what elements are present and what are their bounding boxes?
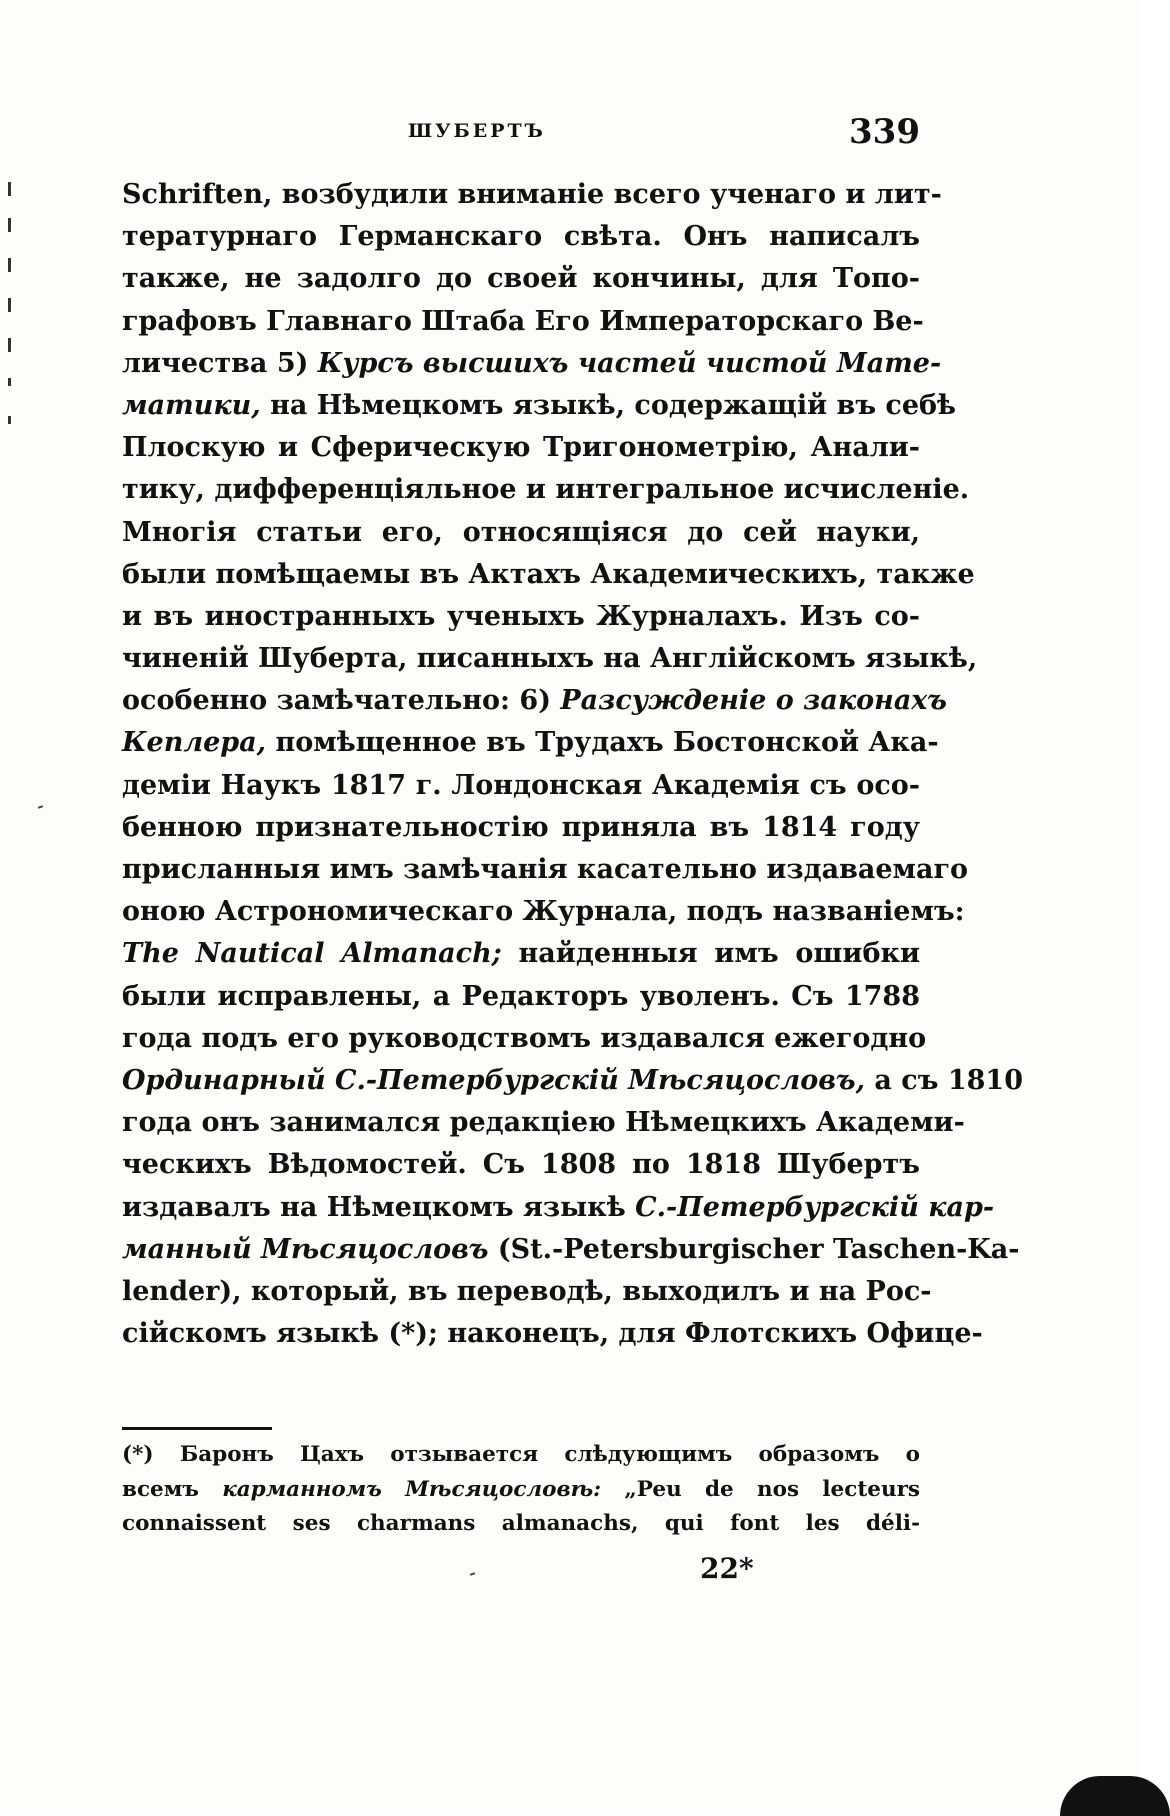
text-run: всемъ [122, 1476, 223, 1502]
text-run: особенно замѣчательно: 6) [122, 685, 561, 717]
body-text-line [122, 1271, 932, 1313]
text-run: издавалъ на Нѣмецкомъ языкѣ [122, 1191, 636, 1223]
body-text-line [122, 596, 920, 638]
italic-text: матики, [122, 389, 261, 421]
text-run: (St.-Petersburgischer Taschen-Ka- [488, 1233, 1020, 1265]
text-run: были помѣщаемы въ Актахъ Академическихъ, также [122, 558, 975, 590]
body-text-line [122, 722, 939, 764]
body-text-line [122, 258, 920, 300]
footnote-rule [122, 1427, 272, 1430]
body-text-line [122, 554, 975, 596]
text-run: сійскомъ языкѣ (*); наконецъ, для Флотскихъ Офице- [122, 1318, 983, 1350]
body-text-line [122, 1313, 983, 1355]
body-text-line [122, 469, 970, 511]
text-run: графовъ Главнаго Штаба Его Императорскаго Ве- [122, 305, 924, 337]
body-text-line [122, 638, 978, 680]
italic-text: Ординарный С.-Петербургскій Мѣсяцословъ, [122, 1064, 866, 1096]
body-text-line [122, 680, 948, 722]
italic-text: С.-Петербургскій кар- [635, 1191, 995, 1223]
text-run: присланныя имъ замѣчанія касательно издаваемаго [122, 854, 969, 885]
scan-margin-marks [0, 0, 20, 1812]
body-text-line [122, 1187, 995, 1229]
text-run: Плоскую и Сферическую Тригонометрію, Анали- [122, 432, 920, 464]
body-text-line [122, 976, 920, 1018]
italic-text: Курсъ высшихъ частей чистой Мате- [317, 347, 942, 379]
page-number: 339 [849, 112, 920, 152]
text-run: найденныя имъ ошибки [501, 938, 920, 970]
text-run: оною Астрономическаго Журнала, подъ названіемъ: [122, 896, 965, 928]
text-run: а съ 1810 [865, 1064, 1024, 1096]
text-run: личества 5) [122, 347, 318, 379]
text-run: тературнаго Германскаго свѣта. Онъ написалъ [122, 221, 920, 253]
text-run: Многія статьи его, относящіяся до сей науки, [122, 516, 920, 548]
margin-tick [8, 338, 11, 352]
body-text-line [122, 1018, 927, 1060]
body-text-line [122, 807, 920, 849]
body-text-line [122, 343, 942, 385]
text-run: были исправлены, а Редакторъ уволенъ. Съ 1788 [122, 980, 920, 1012]
text-run: бенною признательностію приняла въ 1814 году [122, 811, 920, 843]
italic-text: манный Мѣсяцословъ [122, 1233, 489, 1265]
text-run: помѣщенное въ Трудахъ Бостонской Ака- [266, 727, 939, 759]
text-run: года подъ его руководствомъ издавался ежегодно [122, 1022, 927, 1054]
footnote-line [122, 1507, 920, 1542]
body-text [122, 174, 1024, 1355]
body-text-line [122, 933, 920, 975]
italic-text: The Nautical Almanach; [122, 938, 502, 970]
text-run: и въ иностранныхъ ученыхъ Журналахъ. Изъ со- [122, 600, 920, 632]
body-text-line [122, 891, 965, 933]
margin-tick [8, 298, 11, 312]
text-run: connaissent ses charmans almanachs, qui font les déli- [122, 1511, 920, 1536]
page-header [120, 112, 920, 162]
text-run: деміи Наукъ 1817 г. Лондонская Академія съ осо- [122, 769, 920, 801]
text-run: (*) Баронъ Цахъ отзывается слѣдующимъ образомъ о [122, 1442, 920, 1467]
body-text-line [122, 765, 920, 807]
italic-text: Разсужденіе о законахъ [560, 685, 948, 717]
body-text-line [122, 1229, 1020, 1271]
italic-text: карманномъ Мѣсяцословѣ: [222, 1476, 602, 1502]
scan-speck [38, 805, 43, 809]
text-run: тику, дифференціяльное и интегральное исчисленіе. [122, 474, 970, 506]
running-head: ШУБЕРТЪ [408, 120, 546, 142]
margin-tick [8, 416, 11, 424]
text-run: чиненій Шуберта, писанныхъ на Англійскомъ языкѣ, [122, 643, 978, 675]
body-text-line [122, 512, 920, 554]
body-text-line [122, 1102, 965, 1144]
body-text-line [122, 301, 924, 343]
body-text-line [122, 216, 920, 258]
text-run: Schriften, возбудили вниманіе всего ученаго и лит- [122, 179, 942, 210]
margin-tick [8, 258, 11, 272]
margin-tick [8, 218, 11, 232]
body-text-line [122, 1060, 1024, 1102]
footnote [122, 1438, 920, 1542]
footnote-line [122, 1473, 920, 1508]
body-text-line [122, 427, 920, 469]
scan-speck [470, 1572, 475, 1576]
margin-tick [8, 182, 11, 196]
body-text-line [122, 1144, 920, 1186]
text-run: „Peu de nos lecteurs [601, 1476, 921, 1502]
text-run: на Нѣмецкомъ языкѣ, содержащій въ себѣ [260, 389, 957, 421]
text-run: также, не задолго до своей кончины, для Топо- [122, 263, 920, 295]
scan-ink-blot [1060, 1776, 1170, 1816]
margin-tick [8, 378, 11, 386]
text-run: года онъ занимался редакціею Нѣмецкихъ Академи- [122, 1107, 965, 1139]
body-text-line [122, 385, 957, 427]
signature-mark: 22* [700, 1552, 754, 1585]
italic-text: Кеплера, [122, 727, 267, 759]
text-run: ческихъ Вѣдомостей. Съ 1808 по 1818 Шубертъ [122, 1149, 920, 1181]
body-text-line [122, 174, 942, 216]
footnote-line [122, 1438, 920, 1473]
body-text-line [122, 849, 969, 891]
text-run: lender), который, въ переводѣ, выходилъ и на Рос- [122, 1275, 932, 1307]
